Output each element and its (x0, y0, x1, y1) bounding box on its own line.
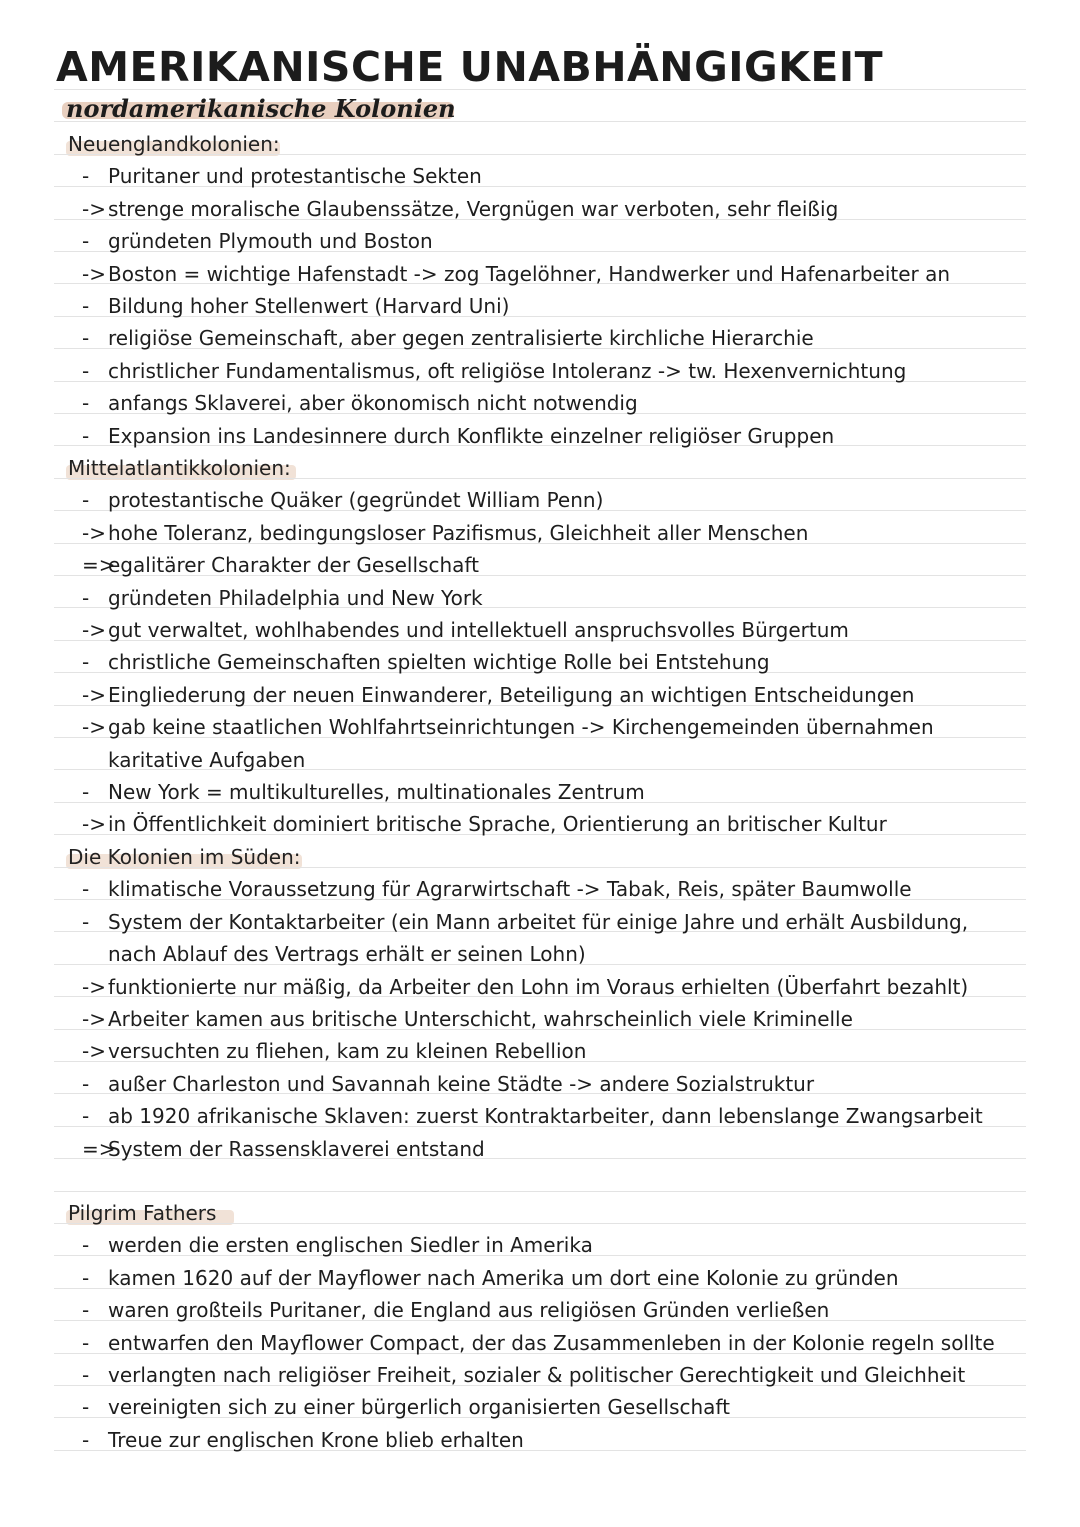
bullet-marker: - (82, 877, 90, 901)
note-text: strenge moralische Glaubenssätze, Vergnügen war verboten, sehr fleißig (108, 197, 839, 221)
note-line (82, 973, 968, 1001)
bullet-marker: - (82, 229, 90, 253)
note-line (82, 908, 968, 936)
bullet-marker: - (82, 1233, 90, 1257)
note-text: Bildung hoher Stellenwert (Harvard Uni) (108, 294, 510, 318)
bullet-marker: - (82, 1395, 90, 1419)
bullet-marker: - (82, 294, 90, 318)
note-line (82, 1005, 853, 1033)
note-line (82, 519, 808, 547)
bullet-marker: - (82, 1072, 90, 1096)
bullet-marker: - (82, 391, 90, 415)
section-heading (68, 1199, 216, 1227)
page-subtitle (66, 94, 456, 124)
note-line (82, 389, 638, 417)
note-text: entwarfen den Mayflower Compact, der das Zusammenleben in der Kolonie regeln sollte (108, 1331, 995, 1355)
note-line (82, 551, 479, 579)
note-line (82, 1264, 899, 1292)
note-text: klimatische Voraussetzung für Agrarwirtschaft -> Tabak, Reis, später Baumwolle (108, 877, 912, 901)
bullet-marker: - (82, 910, 90, 934)
section-heading (68, 454, 291, 482)
bullet-marker: -> (82, 618, 106, 642)
bullet-marker: - (82, 650, 90, 674)
note-line (82, 1135, 485, 1163)
note-line (82, 713, 934, 741)
bullet-marker: - (82, 1428, 90, 1452)
note-line (82, 260, 950, 288)
bullet-marker: -> (82, 1039, 106, 1063)
heading-text: Pilgrim Fathers (68, 1201, 217, 1225)
note-line (82, 1393, 730, 1421)
note-text: New York = multikulturelles, multinationales Zentrum (108, 780, 645, 804)
bullet-marker: - (82, 424, 90, 448)
note-line (82, 648, 770, 676)
note-text: gründeten Plymouth und Boston (108, 229, 433, 253)
note-text: gründeten Philadelphia und New York (108, 586, 483, 610)
note-line (82, 1037, 586, 1065)
note-text: waren großteils Puritaner, die England aus religiösen Gründen verließen (108, 1298, 830, 1322)
bullet-marker: - (82, 164, 90, 188)
bullet-marker: -> (82, 262, 106, 286)
note-text: religiöse Gemeinschaft, aber gegen zentralisierte kirchliche Hierarchie (108, 326, 814, 350)
note-line (82, 1426, 524, 1454)
note-text: christliche Gemeinschaften spielten wichtige Rolle bei Entstehung (108, 650, 770, 674)
note-line (82, 292, 509, 320)
subtitle-text: nordamerikanische Kolonien (66, 94, 456, 123)
bullet-marker: - (82, 780, 90, 804)
note-line (82, 227, 433, 255)
bullet-marker: - (82, 1331, 90, 1355)
note-text: Puritaner und protestantische Sekten (108, 164, 482, 188)
bullet-marker: - (82, 1298, 90, 1322)
bullet-marker: -> (82, 683, 106, 707)
bullet-marker: - (82, 359, 90, 383)
note-text: gab keine staatlichen Wohlfahrtseinrichtungen -> Kirchengemeinden übernahmen (108, 715, 934, 739)
note-line (82, 195, 838, 223)
note-line (82, 324, 814, 352)
note-text: nach Ablauf des Vertrags erhält er seinen Lohn) (108, 942, 586, 966)
bullet-marker: - (82, 488, 90, 512)
bullet-marker: -> (82, 715, 106, 739)
note-line (82, 422, 834, 450)
note-text: protestantische Quäker (gegründet William Penn) (108, 488, 604, 512)
note-text: Eingliederung der neuen Einwanderer, Beteiligung an wichtigen Entscheidungen (108, 683, 915, 707)
note-text: karitative Aufgaben (108, 748, 306, 772)
note-line (82, 1102, 983, 1130)
note-text: funktionierte nur mäßig, da Arbeiter den Lohn im Voraus erhielten (Überfahrt bezahlt) (108, 975, 969, 999)
bullet-marker: -> (82, 975, 106, 999)
note-line (108, 940, 586, 968)
bullet-marker: => (82, 553, 116, 577)
section-heading (68, 130, 280, 158)
rule-line (54, 1191, 1026, 1192)
note-line (82, 584, 483, 612)
bullet-marker: -> (82, 197, 106, 221)
note-line (82, 162, 482, 190)
note-line (82, 486, 603, 514)
note-text: verlangten nach religiöser Freiheit, sozialer & politischer Gerechtigkeit und Gleichheit (108, 1363, 966, 1387)
note-line (82, 1296, 829, 1324)
bullet-marker: - (82, 1363, 90, 1387)
page-title: AMERIKANISCHE UNABHÄNGIGKEIT (56, 43, 884, 91)
note-text: gut verwaltet, wohlhabendes und intellektuell anspruchsvolles Bürgertum (108, 618, 849, 642)
note-text: egalitärer Charakter der Gesellschaft (108, 553, 479, 577)
note-line (82, 1231, 593, 1259)
bullet-marker: - (82, 1266, 90, 1290)
bullet-marker: - (82, 1104, 90, 1128)
note-text: außer Charleston und Savannah keine Städte -> andere Sozialstruktur (108, 1072, 815, 1096)
bullet-marker: -> (82, 812, 106, 836)
note-line (82, 810, 887, 838)
note-text: ab 1920 afrikanische Sklaven: zuerst Kontraktarbeiter, dann lebenslange Zwangsarbeit (108, 1104, 983, 1128)
bullet-marker: => (82, 1137, 116, 1161)
section-heading (68, 843, 301, 871)
note-text: System der Kontaktarbeiter (ein Mann arbeitet für einige Jahre und erhält Ausbildung, (108, 910, 969, 934)
note-line (82, 1329, 995, 1357)
note-line (108, 746, 305, 774)
note-line (82, 681, 914, 709)
note-text: hohe Toleranz, bedingungsloser Pazifismus, Gleichheit aller Menschen (108, 521, 809, 545)
heading-text: Mittelatlantikkolonien: (68, 456, 291, 480)
note-line (82, 1361, 965, 1389)
note-text: Expansion ins Landesinnere durch Konflikte einzelner religiöser Gruppen (108, 424, 835, 448)
note-text: in Öffentlichkeit dominiert britische Sprache, Orientierung an britischer Kultur (108, 812, 887, 836)
note-text: christlicher Fundamentalismus, oft religiöse Intoleranz -> tw. Hexenvernichtung (108, 359, 907, 383)
bullet-marker: - (82, 586, 90, 610)
note-line (82, 875, 912, 903)
note-text: vereinigten sich zu einer bürgerlich organisierten Gesellschaft (108, 1395, 730, 1419)
note-text: versuchten zu fliehen, kam zu kleinen Rebellion (108, 1039, 587, 1063)
note-text: Arbeiter kamen aus britische Unterschicht, wahrscheinlich viele Kriminelle (108, 1007, 853, 1031)
note-text: Treue zur englischen Krone blieb erhalten (108, 1428, 524, 1452)
note-text: Boston = wichtige Hafenstadt -> zog Tagelöhner, Handwerker und Hafenarbeiter an (108, 262, 951, 286)
note-text: System der Rassensklaverei entstand (108, 1137, 485, 1161)
note-text: kamen 1620 auf der Mayflower nach Amerika um dort eine Kolonie zu gründen (108, 1266, 899, 1290)
note-line (82, 1070, 814, 1098)
note-text: werden die ersten englischen Siedler in Amerika (108, 1233, 593, 1257)
note-line (82, 616, 849, 644)
heading-text: Die Kolonien im Süden: (68, 845, 301, 869)
heading-text: Neuenglandkolonien: (68, 132, 280, 156)
bullet-marker: -> (82, 1007, 106, 1031)
note-line (82, 357, 906, 385)
note-text: anfangs Sklaverei, aber ökonomisch nicht notwendig (108, 391, 638, 415)
bullet-marker: -> (82, 521, 106, 545)
note-line (82, 778, 645, 806)
bullet-marker: - (82, 326, 90, 350)
